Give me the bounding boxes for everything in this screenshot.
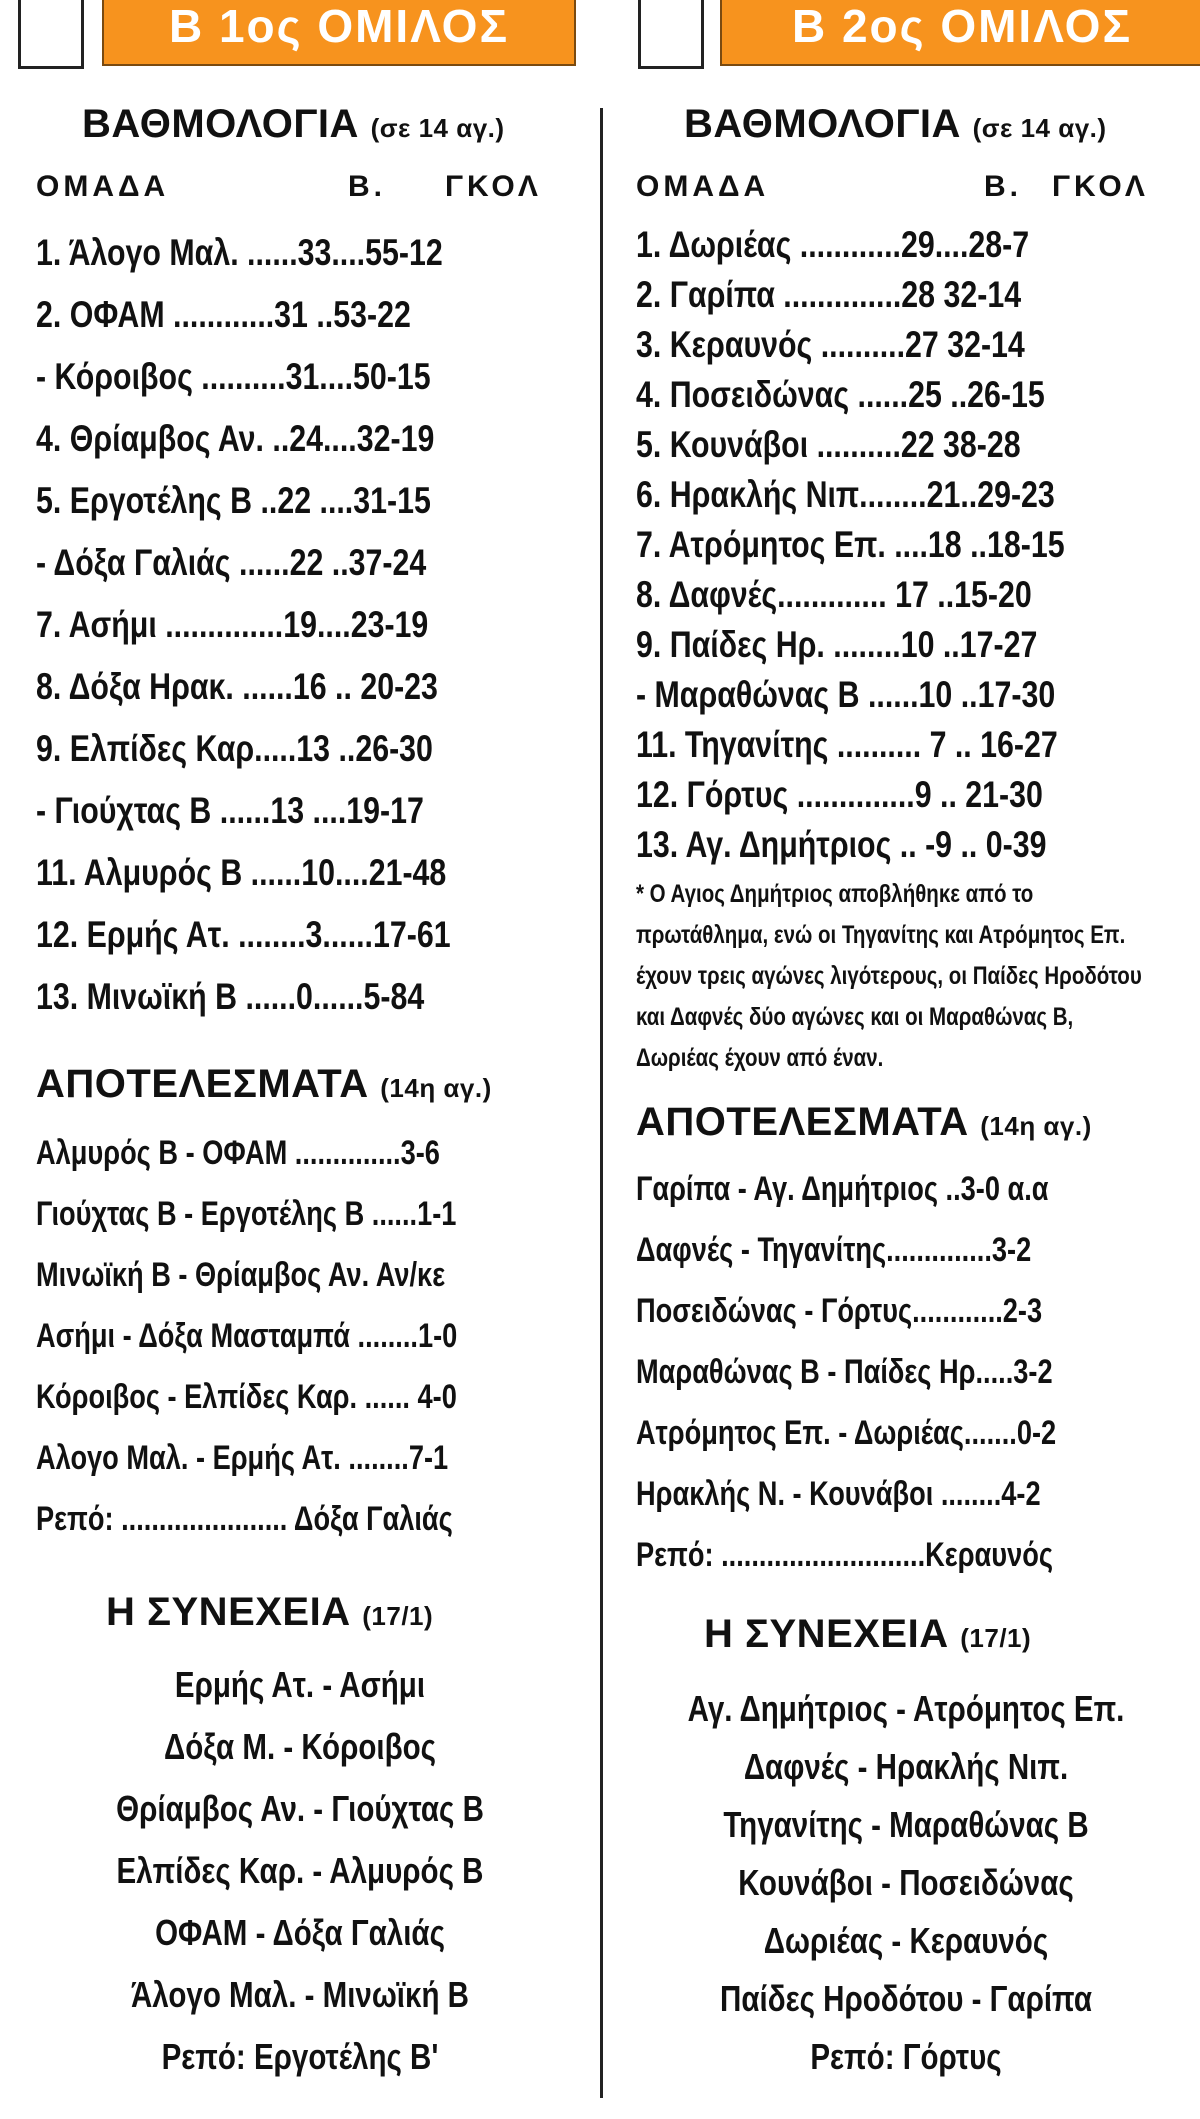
- col-points: Β.: [984, 170, 1022, 203]
- standings-row: 7. Ατρόμητος Επ. ....18 ..18-15: [636, 524, 1065, 565]
- group-2-column: [612, 0, 1200, 2119]
- results-note: (14η αγ.): [380, 1073, 492, 1103]
- fixture-row: Δωριέας - Κεραυνός: [763, 1920, 1049, 1961]
- standings-footnote: * Ο Αγιος Δημήτριος αποβλήθηκε από το πρωτάθλημα, ενώ οι Τηγανίτης και Ατρόμητος Επ. έχουν τρεις αγώνες λιγότερους, οι Παίδες Ηροδότου και Δαφνές δύο αγώνες και οι Μαραθώνας Β, Δωριέας έχουν από έναν.: [636, 880, 1142, 1072]
- standings-row: 9. Παίδες Ηρ. ........10 ..17-27: [636, 624, 1038, 665]
- group-1-results-title: [36, 1062, 492, 1107]
- col-team: ΟΜΑΔΑ: [636, 170, 770, 203]
- standings-note: (σε 14 αγ.): [370, 113, 505, 143]
- standings-row: - Γιούχτας Β ......13 ....19-17: [36, 790, 424, 831]
- next-title-text: Η ΣΥΝΕΧΕΙΑ: [106, 1590, 351, 1634]
- standings-row: 1. Δωριέας ............29....28-7: [636, 224, 1030, 265]
- group-2-next-title: [704, 1612, 1031, 1657]
- fixture-row: Τηγανίτης - Μαραθώνας Β: [723, 1804, 1089, 1845]
- result-row: Ποσειδώνας - Γόρτυς............2-3: [636, 1292, 1043, 1330]
- group-1-header: Β 1ος ΟΜΙΛΟΣ: [102, 0, 576, 66]
- standings-row: 5. Κουνάβοι ..........22 38-28: [636, 424, 1021, 465]
- standings-row: 7. Ασήμι ..............19....23-19: [36, 604, 429, 645]
- standings-row: 9. Ελπίδες Καρ.....13 ..26-30: [36, 728, 433, 769]
- group-2-results-title: [636, 1100, 1092, 1145]
- fixture-row: ΟΦΑΜ - Δόξα Γαλιάς: [155, 1912, 445, 1953]
- standings-row: 4. Θρίαμβος Αν. ..24....32-19: [36, 418, 435, 459]
- standings-row: 6. Ηρακλής Νιπ........21..29-23: [636, 474, 1055, 515]
- group-2-standings-title: [684, 102, 1107, 147]
- fixture-row: Παίδες Ηροδότου - Γαρίπα: [720, 1978, 1092, 2019]
- group-2-header: Β 2ος ΟΜΙΛΟΣ: [720, 0, 1200, 66]
- standings-row: 12. Γόρτυς ..............9 .. 21-30: [636, 774, 1043, 815]
- result-row: Κόροιβος - Ελπίδες Καρ. ...... 4-0: [36, 1378, 457, 1416]
- result-row: Ρεπό: ...................... Δόξα Γαλιάς: [36, 1500, 453, 1538]
- standings-row: 8. Δόξα Ηρακ. ......16 .. 20-23: [36, 666, 438, 707]
- standings-row: 11. Αλμυρός Β ......10....21-48: [36, 852, 447, 893]
- result-row: Ρεπό: ...........................Κεραυνός: [636, 1536, 1053, 1574]
- group-2-header-box: [638, 0, 704, 69]
- result-row: Ατρόμητος Επ. - Δωριέας.......0-2: [636, 1414, 1057, 1452]
- standings-row: 2. Γαρίπα ..............28 32-14: [636, 274, 1022, 315]
- results-title-text: ΑΠΟΤΕΛΕΣΜΑΤΑ: [36, 1062, 369, 1106]
- standings-row: - Δόξα Γαλιάς ......22 ..37-24: [36, 542, 427, 583]
- fixture-row: Ρεπό: Γόρτυς: [810, 2036, 1002, 2077]
- col-team: ΟΜΑΔΑ: [36, 170, 170, 203]
- group-1-next-title: [106, 1590, 433, 1635]
- standings-note: (σε 14 αγ.): [972, 113, 1107, 143]
- result-row: Δαφνές - Τηγανίτης..............3-2: [636, 1231, 1032, 1269]
- standings-row: 2. ΟΦΑΜ ............31 ..53-22: [36, 294, 411, 335]
- result-row: Μαραθώνας Β - Παίδες Ηρ.....3-2: [636, 1353, 1053, 1391]
- col-goals: ΓΚΟΛ: [1052, 170, 1149, 203]
- result-row: Αλογο Μαλ. - Ερμής Ατ. ........7-1: [36, 1439, 449, 1477]
- results-title-text: ΑΠΟΤΕΛΕΣΜΑΤΑ: [636, 1100, 969, 1144]
- standings-row: 4. Ποσειδώνας ......25 ..26-15: [636, 374, 1045, 415]
- standings-row: - Κόροιβος ..........31....50-15: [36, 356, 431, 397]
- standings-row: 13. Μινωϊκή Β ......0......5-84: [36, 976, 425, 1017]
- result-row: Γαρίπα - Αγ. Δημήτριος ..3-0 α.α: [636, 1170, 1049, 1208]
- col-points: Β.: [348, 170, 386, 203]
- result-row: Ηρακλής Ν. - Κουνάβοι ........4-2: [636, 1475, 1041, 1513]
- fixture-row: Κουνάβοι - Ποσειδώνας: [738, 1862, 1074, 1903]
- fixture-row: Ελπίδες Καρ. - Αλμυρός Β: [116, 1850, 484, 1891]
- fixture-row: Αγ. Δημήτριος - Ατρόμητος Επ.: [687, 1688, 1125, 1729]
- standings-row: 8. Δαφνές............. 17 ..15-20: [636, 574, 1032, 615]
- standings-title-text: ΒΑΘΜΟΛΟΓΙΑ: [82, 102, 359, 146]
- group-1-header-box: [18, 0, 84, 69]
- fixture-row: Ρεπό: Εργοτέλης Β': [161, 2036, 439, 2077]
- standings-row: 12. Ερμής Ατ. ........3......17-61: [36, 914, 451, 955]
- results-note: (14η αγ.): [980, 1111, 1092, 1141]
- fixture-row: Άλογο Μαλ. - Μινωϊκή Β: [130, 1974, 470, 2015]
- result-row: Αλμυρός Β - ΟΦΑΜ ..............3-6: [36, 1134, 440, 1172]
- fixture-row: Ερμής Ατ. - Ασήμι: [174, 1664, 426, 1705]
- next-title-text: Η ΣΥΝΕΧΕΙΑ: [704, 1612, 949, 1656]
- standings-row: 13. Αγ. Δημήτριος .. -9 .. 0-39: [636, 824, 1047, 865]
- result-row: Μινωϊκή Β - Θρίαμβος Αν. Αν/κε: [36, 1256, 446, 1294]
- col-goals: ΓΚΟΛ: [445, 170, 542, 203]
- standings-row: 3. Κεραυνός ..........27 32-14: [636, 324, 1025, 365]
- fixture-row: Δαφνές - Ηρακλής Νιπ.: [743, 1746, 1069, 1787]
- fixture-row: Δόξα Μ. - Κόροιβος: [164, 1726, 436, 1767]
- standings-row: 5. Εργοτέλης Β ..22 ....31-15: [36, 480, 431, 521]
- standings-row: - Μαραθώνας Β ......10 ..17-30: [636, 674, 1056, 715]
- next-note: (17/1): [960, 1623, 1032, 1653]
- next-note: (17/1): [362, 1601, 434, 1631]
- standings-row: 11. Τηγανίτης .......... 7 .. 16-27: [636, 724, 1058, 765]
- standings-row: 1. Άλογο Μαλ. ......33....55-12: [36, 232, 443, 273]
- result-row: Ασήμι - Δόξα Μασταμπά ........1-0: [36, 1317, 458, 1355]
- group-1-standings-title: [82, 102, 505, 147]
- standings-title-text: ΒΑΘΜΟΛΟΓΙΑ: [684, 102, 961, 146]
- column-divider: [600, 108, 603, 2098]
- result-row: Γιούχτας Β - Εργοτέλης Β ......1-1: [36, 1195, 457, 1233]
- fixture-row: Θρίαμβος Αν. - Γιούχτας Β: [116, 1788, 484, 1829]
